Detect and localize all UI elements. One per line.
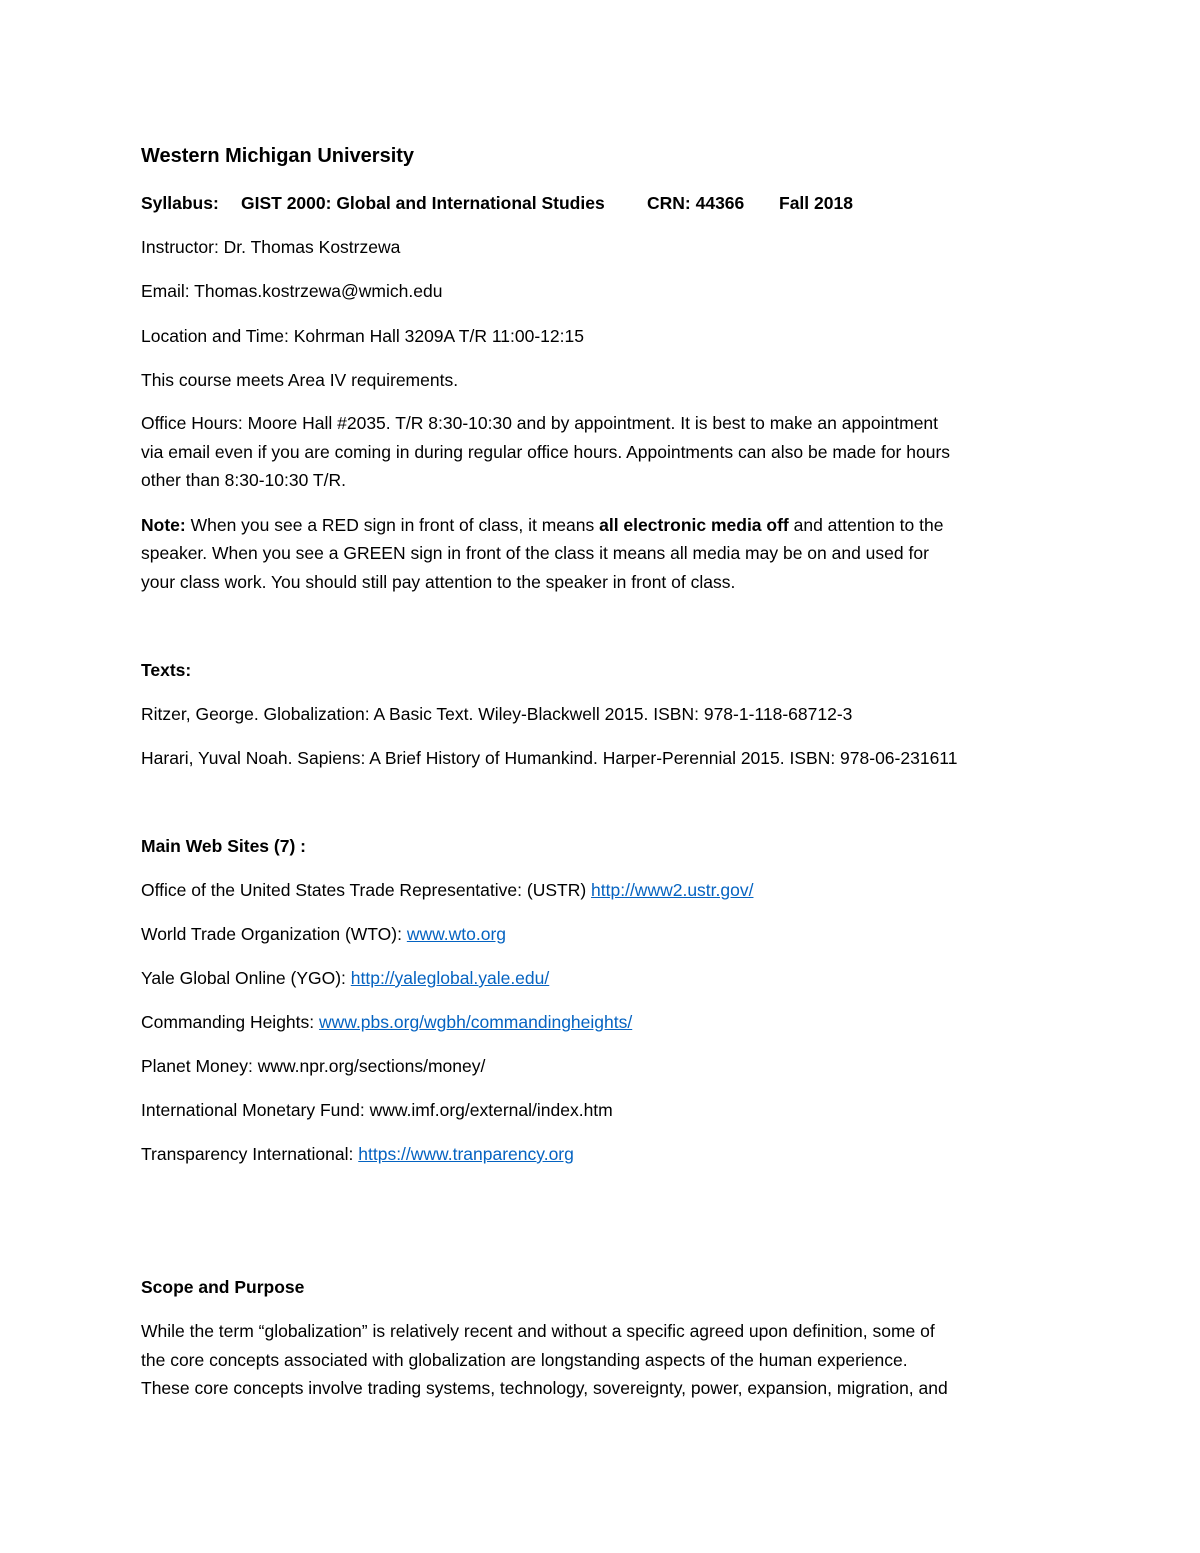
wto-link[interactable]: www.wto.org (406, 924, 507, 944)
note-line-1 (141, 513, 943, 537)
ustr-link[interactable]: http://www2.ustr.gov/ (591, 880, 754, 900)
website-item (141, 1142, 574, 1166)
website-label: Yale Global Online (YGO): (141, 968, 351, 988)
term: Fall 2018 (779, 193, 853, 213)
website-item (141, 966, 549, 990)
scope-heading: Scope and Purpose (141, 1277, 305, 1297)
office-hours-line-1: Office Hours: Moore Hall #2035. T/R 8:30-10:30 and by appointment. It is best to make an appointment (141, 413, 939, 433)
commanding-heights-link[interactable]: www.pbs.org/wgbh/commandingheights/ (319, 1012, 633, 1032)
website-item (141, 922, 506, 946)
requirements: This course meets Area IV requirements. (141, 370, 459, 390)
note-bold-text: all electronic media off (599, 515, 789, 535)
course-name: GIST 2000: Global and International Studies (241, 193, 605, 213)
website-label: Commanding Heights: (141, 1012, 319, 1032)
website-item (141, 1098, 613, 1122)
transparency-link[interactable]: https://www.tranparency.org (358, 1144, 574, 1164)
syllabus-header-line (141, 191, 853, 215)
note-line-2: speaker. When you see a GREEN sign in front of the class it means all media may be on and used for (141, 543, 929, 563)
syllabus-label: Syllabus: (141, 193, 219, 213)
scope-line-2: the core concepts associated with globalization are longstanding aspects of the human experience. (141, 1350, 908, 1370)
website-item (141, 1010, 632, 1034)
scope-line-1: While the term “globalization” is relatively recent and without a specific agreed upon definition, some of (141, 1321, 935, 1341)
note-text-b: and attention to the (788, 515, 944, 535)
website-label: International Monetary Fund: www.imf.org/external/index.htm (141, 1100, 613, 1120)
instructor: Instructor: Dr. Thomas Kostrzewa (141, 237, 401, 257)
office-hours-line-2: via email even if you are coming in during regular office hours. Appointments can also be made for hours (141, 442, 951, 462)
note-line-3: your class work. You should still pay attention to the speaker in front of class. (141, 572, 736, 592)
university-title: Western Michigan University (141, 145, 415, 167)
email: Email: Thomas.kostrzewa@wmich.edu (141, 281, 443, 301)
website-label: Office of the United States Trade Representative: (USTR) (141, 880, 592, 900)
text-item: Ritzer, George. Globalization: A Basic Text. Wiley-Blackwell 2015. ISBN: 978-1-118-68712-3 (141, 704, 853, 724)
websites-heading: Main Web Sites (7) : (141, 836, 306, 856)
website-item (141, 1054, 485, 1078)
note-text-a: When you see a RED sign in front of class, it means (185, 515, 600, 535)
yaleglobal-link[interactable]: http://yaleglobal.yale.edu/ (350, 968, 550, 988)
crn: CRN: 44366 (647, 193, 745, 213)
note-label: Note: (141, 515, 186, 535)
scope-line-3: These core concepts involve trading systems, technology, sovereignty, power, expansion, migration, and (141, 1378, 948, 1398)
website-item (141, 878, 753, 902)
location-time: Location and Time: Kohrman Hall 3209A T/R 11:00-12:15 (141, 326, 584, 346)
office-hours-line-3: other than 8:30-10:30 T/R. (141, 470, 346, 490)
website-label: World Trade Organization (WTO): (141, 924, 407, 944)
text-item: Harari, Yuval Noah. Sapiens: A Brief History of Humankind. Harper-Perennial 2015. ISBN: 978-06-231611 (141, 748, 958, 768)
texts-heading: Texts: (141, 660, 192, 680)
website-label: Transparency International: (141, 1144, 359, 1164)
website-label: Planet Money: www.npr.org/sections/money/ (141, 1056, 486, 1076)
